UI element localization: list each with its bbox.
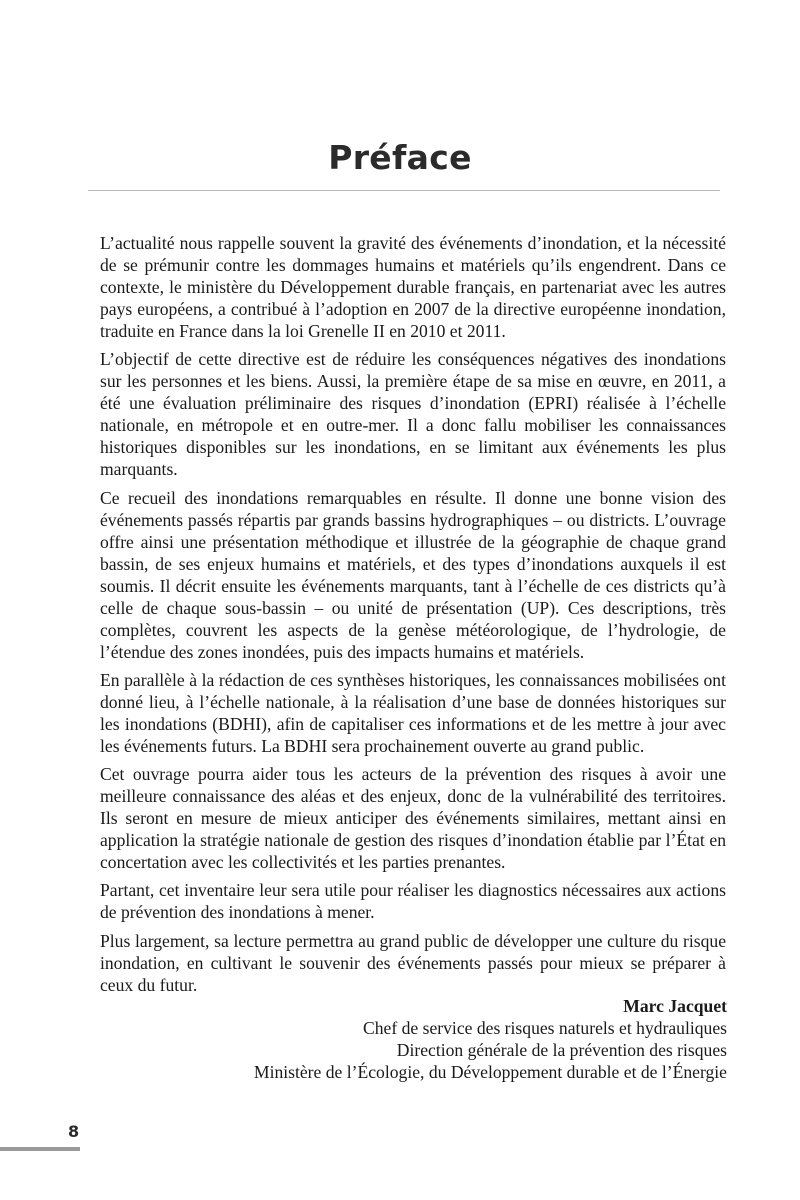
signature-block bbox=[254, 995, 727, 1083]
page-title: Préface bbox=[328, 138, 472, 177]
paragraph: Ce recueil des inondations remarquables en résulte. Il donne une bonne vision des événements passés répartis par grands bassins hydrographiques – ou districts. L’ouvrage offre ainsi une présentation méthodique et illustrée de la géographie de chaque grand bassin, de ses enjeux humains et matériels, et des types d’inondations auxquels il est soumis. Il décrit ensuite les événements marquants, tant à l’échelle de ces districts qu’à celle de chaque sous-bassin – ou unité de présentation (UP). Ces descriptions, très complètes, couvrent les aspects de la genèse météorologique, de l’hydrologie, de l’étendue des zones inondées, puis des impacts humains et matériels. bbox=[100, 487, 726, 662]
paragraph: En parallèle à la rédaction de ces synthèses historiques, les connaissances mobilisées ont donné lieu, à l’échelle nationale, à la réalisation d’une base de données historiques sur les inondations (BDHI), afin de capitaliser ces informations et de les mettre à jour avec les événements futurs. La BDHI sera prochainement ouverte au grand public. bbox=[100, 669, 726, 756]
paragraph: L’objectif de cette directive est de réduire les conséquences négatives des inondations sur les personnes et les biens. Aussi, la première étape de sa mise en œuvre, en 2011, a été une évaluation préliminaire des risques d’inondation (EPRI) réalisée à l’échelle nationale, en métropole et en outre-mer. Il a donc fallu mobiliser les connaissances historiques disponibles sur les inondations, en se limitant aux événements les plus marquants. bbox=[100, 349, 726, 480]
page-number-bar bbox=[0, 1147, 80, 1151]
signatory-ministry: Ministère de l’Écologie, du Développement durable et de l’Énergie bbox=[253, 1062, 727, 1082]
paragraph: Cet ouvrage pourra aider tous les acteurs de la prévention des risques à avoir une meilleure connaissance des aléas et des enjeux, donc de la vulnérabilité des territoires. Ils seront en mesure de mieux anticiper des événements similaires, mettant ainsi en application la stratégie nationale de gestion des risques d’inondation établie par l’État en concertation avec les collectivités et les parties prenantes. bbox=[100, 764, 726, 873]
title-divider bbox=[88, 190, 720, 191]
paragraph: Partant, cet inventaire leur sera utile pour réaliser les diagnostics nécessaires aux actions de prévention des inondations à mener. bbox=[100, 880, 726, 923]
page-number: 8 bbox=[68, 1122, 80, 1141]
signatory-role: Chef de service des risques naturels et hydrauliques bbox=[363, 1018, 727, 1038]
signatory-name: Marc Jacquet bbox=[623, 996, 727, 1016]
preface-body bbox=[100, 232, 726, 1002]
paragraph: Plus largement, sa lecture permettra au grand public de développer une culture du risque inondation, en cultivant le souvenir des événements passés pour mieux se préparer à ceux du futur. bbox=[100, 930, 726, 995]
signatory-directorate: Direction générale de la prévention des risques bbox=[396, 1040, 727, 1060]
paragraph: L’actualité nous rappelle souvent la gravité des événements d’inondation, et la nécessité de se prémunir contre les dommages humains et matériels qu’ils engendrent. Dans ce contexte, le ministère du Développement durable français, en partenariat avec les autres pays européens, a contribué à l’adoption en 2007 de la directive européenne inondation, traduite en France dans la loi Grenelle II en 2010 et 2011. bbox=[100, 233, 726, 341]
